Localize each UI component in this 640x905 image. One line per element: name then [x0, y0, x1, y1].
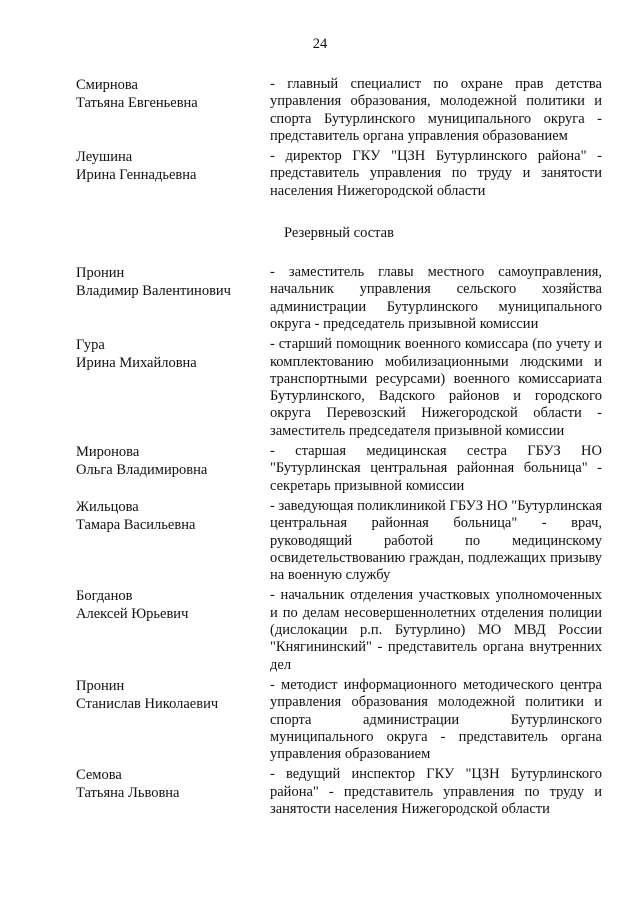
member-given-name: Владимир Валентинович	[76, 283, 231, 300]
member-entry	[76, 76, 602, 145]
member-given-name: Станислав Николаевич	[76, 695, 219, 712]
reserve-members-list	[76, 264, 602, 821]
member-entry	[76, 766, 602, 818]
member-given-name: Ирина Михайловна	[76, 355, 197, 372]
member-role: - начальник отделения участковых уполномоченных и по делам несовершеннолетних отделения полиции (дислокации р.п. Бутурлино) МО МВД России "Княгининский" - представитель органа внутренних дел	[270, 587, 602, 673]
main-members-list	[76, 76, 602, 203]
member-role: - методист информационного методического центра управления образования молодежной политики и спорта администрации Бутурлинского муниципального округа - представитель органа управления образованием	[270, 676, 602, 763]
member-entry	[76, 677, 602, 763]
member-name	[76, 443, 270, 479]
member-surname: Семова	[76, 767, 122, 784]
member-role: - заведующая поликлиникой ГБУЗ НО "Бутурлинская центральная районная больница" - врач, руководящий работой по медицинскому освидетельствованию граждан, подлежащих призыву на военную службу	[270, 497, 602, 584]
member-entry	[76, 498, 602, 584]
member-given-name: Ирина Геннадьевна	[76, 167, 197, 184]
member-entry	[76, 336, 602, 440]
member-role: - ведущий инспектор ГКУ "ЦЗН Бутурлинского района" - представитель управления по труду и занятости населения Нижегородской области	[270, 766, 602, 817]
member-role: - старший помощник военного комиссара (по учету и комплектованию мобилизационными людскими и транспортными ресурсами) военного комиссариата Бутурлинского, Вадского районов и городского округа Перевозский Нижегородской области - заместитель председателя призывной комиссии	[270, 336, 602, 439]
member-entry	[76, 148, 602, 200]
member-entry	[76, 264, 602, 333]
member-surname: Гура	[76, 337, 105, 354]
member-name	[76, 677, 270, 713]
commission-list	[76, 76, 602, 821]
member-name	[76, 587, 270, 623]
member-given-name: Тамара Васильевна	[76, 516, 196, 533]
member-given-name: Ольга Владимировна	[76, 462, 208, 479]
member-entry	[76, 443, 602, 495]
member-surname: Пронин	[76, 677, 125, 694]
member-surname: Богданов	[76, 588, 133, 605]
member-name	[76, 336, 270, 372]
member-name	[76, 148, 270, 184]
member-surname: Смирнова	[76, 77, 138, 93]
member-surname: Леушина	[76, 149, 133, 166]
member-role: - заместитель главы местного самоуправления, начальник управления сельского хозяйства администрации Бутурлинского муниципального округа - председатель призывной комиссии	[270, 264, 602, 332]
member-entry	[76, 587, 602, 673]
section-title-reserve: Резервный состав	[284, 225, 394, 242]
member-role: - старшая медицинская сестра ГБУЗ НО "Бутурлинская центральная районная больница" - секретарь призывной комиссии	[270, 443, 602, 494]
member-name	[76, 498, 270, 534]
page-number: 24	[312, 36, 328, 52]
member-role: - главный специалист по охране прав детства управления образования, молодежной политики и спорта Бутурлинского муниципального округа - представитель органа управления образованием	[270, 76, 602, 144]
member-surname: Пронин	[76, 265, 125, 282]
member-name	[76, 766, 270, 802]
member-given-name: Алексей Юрьевич	[76, 606, 189, 623]
member-name	[76, 76, 270, 112]
member-surname: Миронова	[76, 444, 140, 461]
member-surname: Жильцова	[76, 498, 139, 515]
member-name	[76, 264, 270, 300]
member-given-name: Татьяна Львовна	[76, 785, 180, 802]
member-role: - директор ГКУ "ЦЗН Бутурлинского района" - представитель управления по труду и занятости населения Нижегородской области	[270, 148, 602, 199]
member-given-name: Татьяна Евгеньевна	[76, 95, 198, 111]
